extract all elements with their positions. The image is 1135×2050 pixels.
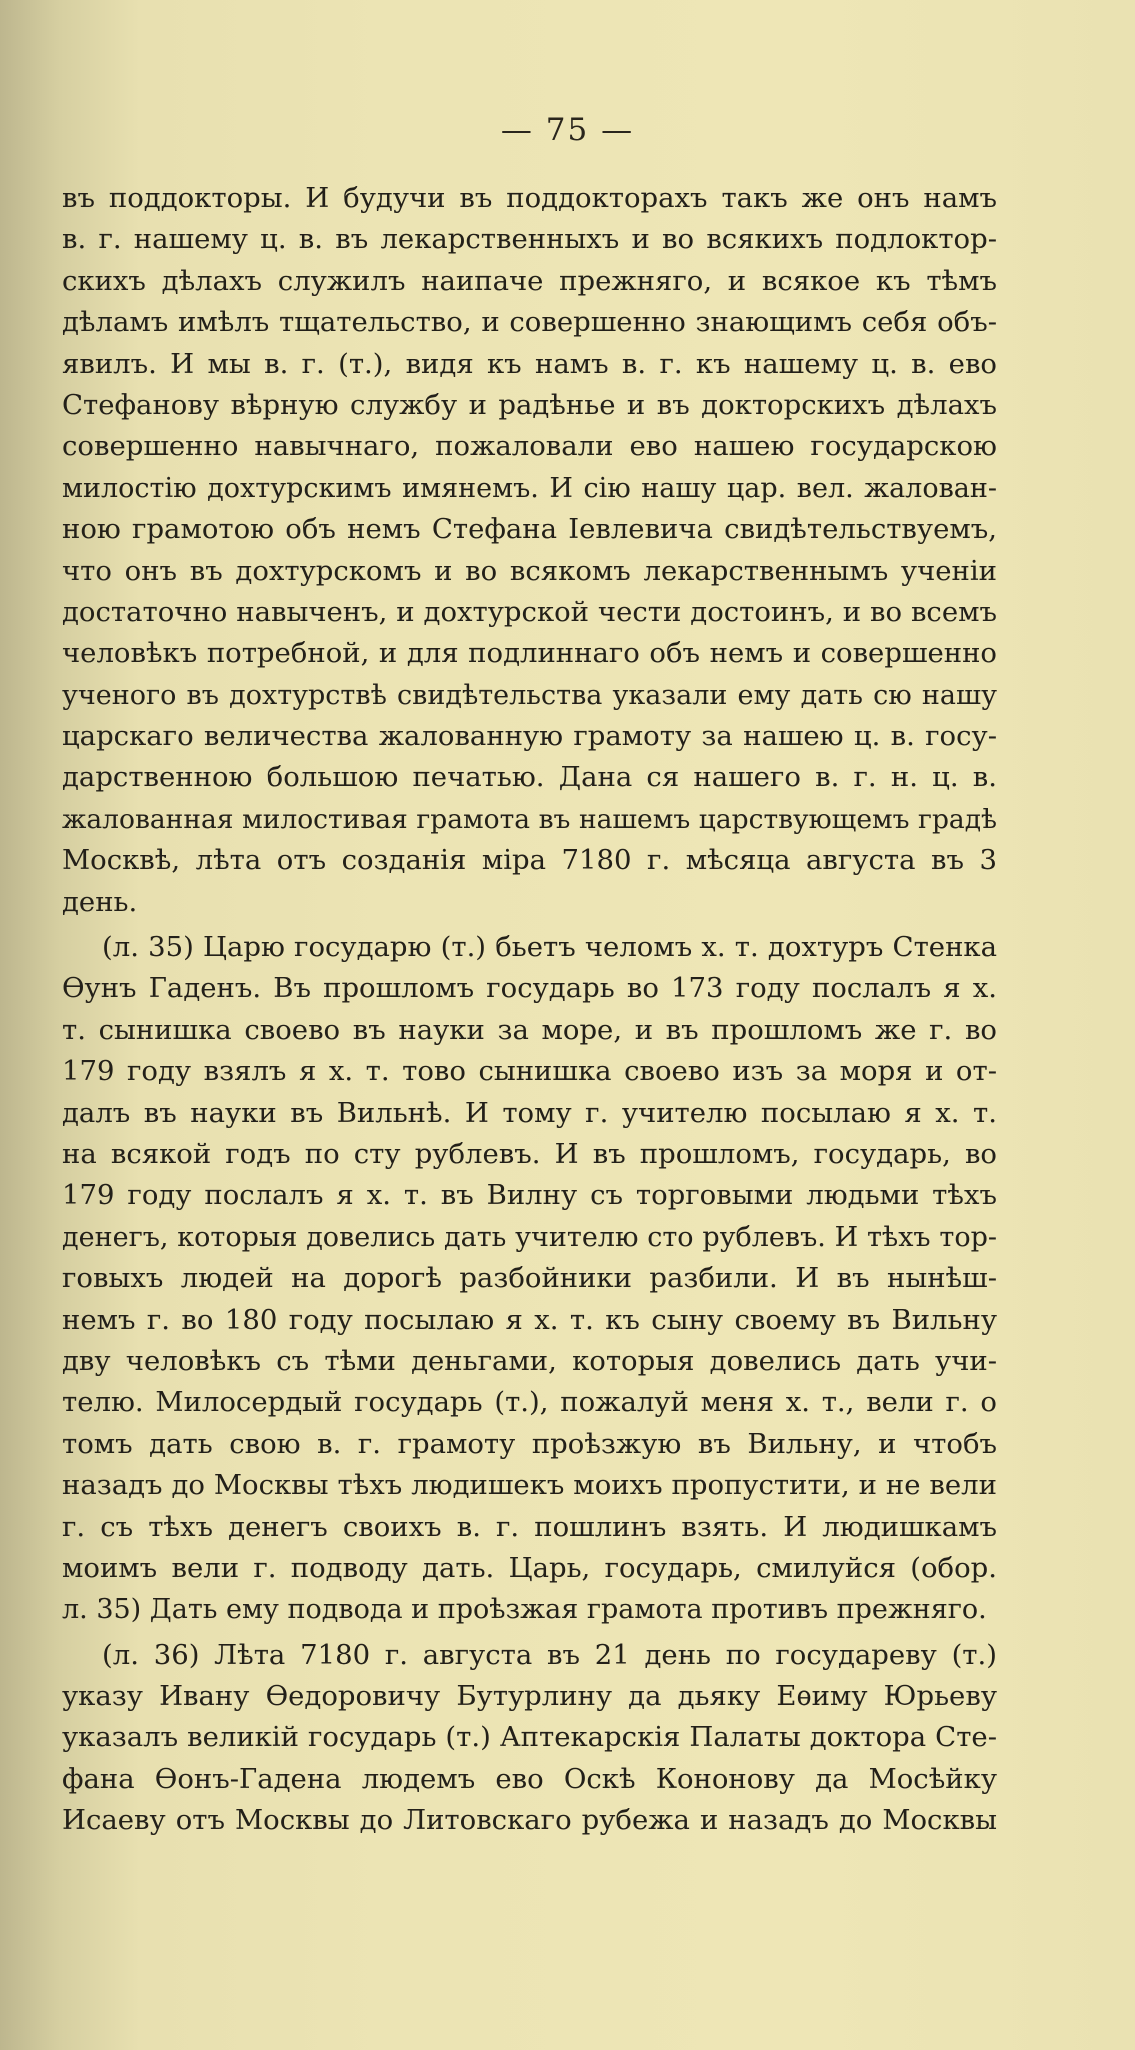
- page-number: — 75 —: [500, 112, 635, 148]
- text-line: дву человѣкъ съ тѣми деньгами, которыя довелись дать учи-: [62, 1344, 997, 1377]
- text-line: Стефанову вѣрную службу и радѣнье и въ докторскихъ дѣлахъ: [62, 388, 997, 421]
- text-line: (л. 35) Царю государю (т.) бьетъ челомъ х. т. дохтуръ Стенка: [102, 931, 997, 964]
- paragraph: [62, 1635, 997, 1842]
- text-line: Москвѣ, лѣта отъ созданія міра 7180 г. мѣсяца августа въ 3: [62, 844, 997, 877]
- text-line: что онъ въ дохтурскомъ и во всякомъ лекарственнымъ ученіи: [62, 554, 997, 587]
- text-line: немъ г. во 180 году посылаю я х. т. къ сыну своему въ Вильну: [62, 1303, 997, 1336]
- text-line: дѣламъ имѣлъ тщательство, и совершенно знающимъ себя объ-: [62, 306, 997, 339]
- text-line: телю. Милосердый государь (т.), пожалуй меня х. т., вели г. о: [62, 1386, 997, 1419]
- text-line: фана Өонъ-Гадена людемъ ево Оскѣ Кононову да Мосѣйку: [62, 1762, 997, 1795]
- text-line: томъ дать свою в. г. грамоту проѣзжую въ Вильну, и чтобъ: [62, 1427, 997, 1460]
- text-line: ною грамотою объ немъ Стефана Іевлевича свидѣтельствуемъ,: [62, 513, 997, 546]
- paragraph: [62, 927, 997, 1631]
- text-line: г. съ тѣхъ денегъ своихъ в. г. пошлинъ взять. И людишкамъ: [62, 1510, 997, 1543]
- text-line: дарственною большою печатью. Дана ся нашего в. г. н. ц. в.: [62, 761, 997, 794]
- text-line: человѣкъ потребной, и для подлиннаго объ немъ и совершенно: [62, 637, 997, 670]
- text-line: указу Ивану Өедоровичу Бутурлину да дьяку Еѳиму Юрьеву: [62, 1680, 997, 1713]
- text-line: л. 35) Дать ему подвода и проѣзжая грамота противъ прежняго.: [62, 1594, 987, 1626]
- text-line: в. г. нашему ц. в. въ лекарственныхъ и во всякихъ подлоктор-: [62, 223, 997, 256]
- text-line: далъ въ науки въ Вильнѣ. И тому г. учителю посылаю я х. т.: [62, 1096, 997, 1129]
- text-line: говыхъ людей на дорогѣ разбойники разбили. И въ нынѣш-: [62, 1262, 997, 1295]
- text-line: ученого въ дохтурствѣ свидѣтельства указали ему дать сю нашу: [62, 679, 997, 711]
- text-line: жалованная милостивая грамота въ нашемъ царствующемъ градѣ: [62, 803, 997, 835]
- text-line: денегъ, которыя довелись дать учителю сто рублевъ. И тѣхъ тор-: [62, 1221, 997, 1253]
- text-line: указалъ великій государь (т.) Аптекарскія Палаты доктора Сте-: [62, 1721, 997, 1754]
- text-line: на всякой годъ по сту рублевъ. И въ прошломъ, государь, во: [62, 1137, 997, 1170]
- text-line: т. сынишка своево въ науки за море, и въ прошломъ же г. во: [62, 1013, 997, 1046]
- text-line: Өунъ Гаденъ. Въ прошломъ государь во 173 году послалъ я х.: [62, 972, 997, 1005]
- text-line: моимъ вели г. подводу дать. Царь, государь, смилуйся (обор.: [62, 1551, 997, 1584]
- text-line: день.: [62, 885, 138, 918]
- text-line: 179 году взялъ я х. т. тово сынишка своево изъ за моря и от-: [62, 1055, 997, 1088]
- text-line: скихъ дѣлахъ служилъ наипаче прежняго, и всякое къ тѣмъ: [62, 264, 997, 297]
- text-line: Исаеву отъ Москвы до Литовскаго рубежа и назадъ до Москвы: [62, 1804, 997, 1837]
- text-line: совершенно навычнаго, пожаловали ево нашею государскою: [62, 430, 997, 463]
- text-block: [62, 178, 997, 1842]
- paragraph: [62, 178, 997, 923]
- text-line: въ поддокторы. И будучи въ поддокторахъ такъ же онъ намъ: [62, 182, 997, 214]
- text-line: (л. 36) Лѣта 7180 г. августа въ 21 день по государеву (т.): [102, 1638, 997, 1671]
- text-line: назадъ до Москвы тѣхъ людишекъ моихъ пропустити, и не вели: [62, 1469, 997, 1502]
- text-line: 179 году послалъ я х. т. въ Вилну съ торговыми людьми тѣхъ: [62, 1179, 997, 1212]
- text-line: явилъ. И мы в. г. (т.), видя къ намъ в. г. къ нашему ц. в. ево: [62, 347, 997, 380]
- text-line: царскаго величества жалованную грамоту за нашею ц. в. госу-: [62, 720, 997, 753]
- text-line: достаточно навыченъ, и дохтурской чести достоинъ, и во всемъ: [62, 595, 997, 628]
- text-line: милостію дохтурскимъ имянемъ. И сію нашу цар. вел. жалован-: [62, 472, 997, 504]
